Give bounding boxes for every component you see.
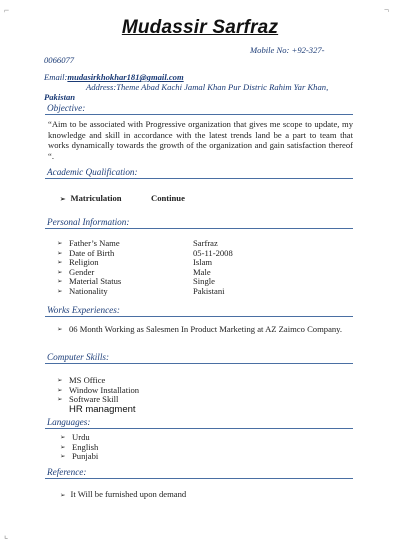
personal-value: Islam	[193, 257, 213, 268]
languages-heading: Languages:	[47, 417, 91, 427]
objective-rule	[45, 114, 353, 115]
language-item-text: English	[72, 441, 99, 452]
bullet-icon: ➢	[57, 326, 63, 333]
personal-heading: Personal Information:	[47, 217, 130, 227]
personal-value: Pakistani	[193, 285, 225, 296]
bullet-icon: ➢	[57, 396, 63, 404]
reference-heading: Reference:	[47, 467, 87, 477]
objective-text: “Aim to be associated with Progressive organization that gives me scope to update, my knowledge and skill in accordance with the latest trends land be a part to team that works dynamically towards the growth of the organization and gain satisfaction thereof “.	[48, 119, 353, 161]
computer-extra-skill: HR managment	[69, 404, 136, 415]
email-line	[44, 72, 184, 82]
bullet-icon: ➢	[57, 259, 63, 267]
computer-skill-item-text: MS Office	[69, 375, 106, 385]
work-item	[57, 325, 347, 335]
bullet-icon: ➢	[60, 443, 66, 451]
bullet-icon: ➢	[60, 434, 66, 441]
bullet-icon: ➢	[57, 268, 63, 276]
personal-rule	[45, 228, 353, 229]
languages-rule	[45, 428, 353, 429]
bullet-icon: ➢	[60, 196, 66, 203]
bullet-icon: ➢	[57, 287, 63, 295]
objective-heading: Objective:	[47, 103, 86, 113]
bullet-icon: ➢	[57, 240, 63, 247]
mobile-line: Mobile No: +92-327-	[250, 45, 325, 55]
reference-rule	[45, 478, 353, 479]
language-item-text: Urdu	[72, 432, 90, 442]
personal-label-text: Nationality	[69, 285, 108, 296]
address-line: Address:Theme Abad Kachi Jamal Khan Pur Distric Rahim Yar Khan,	[86, 82, 329, 92]
language-item	[60, 452, 98, 462]
computer-skill-item-text: Software Skill	[69, 394, 119, 405]
personal-value: Male	[193, 266, 211, 277]
personal-label-text: Material Status	[69, 276, 122, 287]
bullet-icon: ➢	[57, 249, 63, 257]
personal-label-text: Religion	[69, 257, 99, 268]
personal-label-text: Father’s Name	[69, 238, 120, 248]
computer-skill-item-text: Window Installation	[69, 384, 140, 395]
personal-value: Sarfraz	[193, 238, 218, 248]
languages-list	[60, 433, 98, 462]
academic-rule	[45, 178, 353, 179]
language-item-text: Punjabi	[72, 451, 99, 462]
work-heading: Works Experiences:	[47, 305, 120, 315]
academic-qualification: Matriculation	[70, 193, 122, 203]
reference-text: It Will be furnished upon demand	[70, 489, 187, 499]
personal-label-text: Date of Birth	[69, 247, 115, 258]
academic-item	[60, 193, 122, 203]
personal-row	[57, 287, 233, 297]
personal-value: Single	[193, 276, 215, 287]
bullet-icon: ➢	[60, 453, 66, 461]
resume-name: Mudassir Sarfraz	[121, 17, 279, 38]
corner-mark-bottom: ⌞	[4, 530, 9, 540]
academic-status: Continue	[151, 193, 185, 203]
personal-value: 05-11-2008	[193, 247, 233, 258]
email-label: Email:	[44, 72, 68, 82]
address-line-cont: Pakistan	[44, 92, 76, 102]
bullet-icon: ➢	[57, 278, 63, 286]
reference-item	[60, 489, 186, 499]
work-list	[57, 325, 347, 335]
mobile-line-cont: 0066077	[44, 55, 75, 65]
work-item-text: 06 Month Working as Salesmen In Product Marketing at AZ Zaimco Company.	[69, 324, 343, 334]
computer-heading: Computer Skills:	[47, 352, 110, 362]
computer-list	[57, 376, 139, 405]
personal-label-text: Gender	[69, 266, 95, 277]
bullet-icon: ➢	[57, 386, 63, 394]
personal-label	[57, 287, 193, 297]
corner-mark-left: ⌐	[4, 5, 10, 15]
bullet-icon: ➢	[57, 377, 63, 384]
academic-heading: Academic Qualification:	[47, 167, 138, 177]
email-link[interactable]: mudasirkhokhar181@gmail.com	[67, 72, 184, 82]
corner-mark-right: ¬	[384, 5, 390, 15]
bullet-icon: ➢	[60, 492, 66, 499]
work-rule	[45, 316, 353, 317]
personal-list	[57, 239, 233, 297]
computer-rule	[45, 363, 353, 364]
